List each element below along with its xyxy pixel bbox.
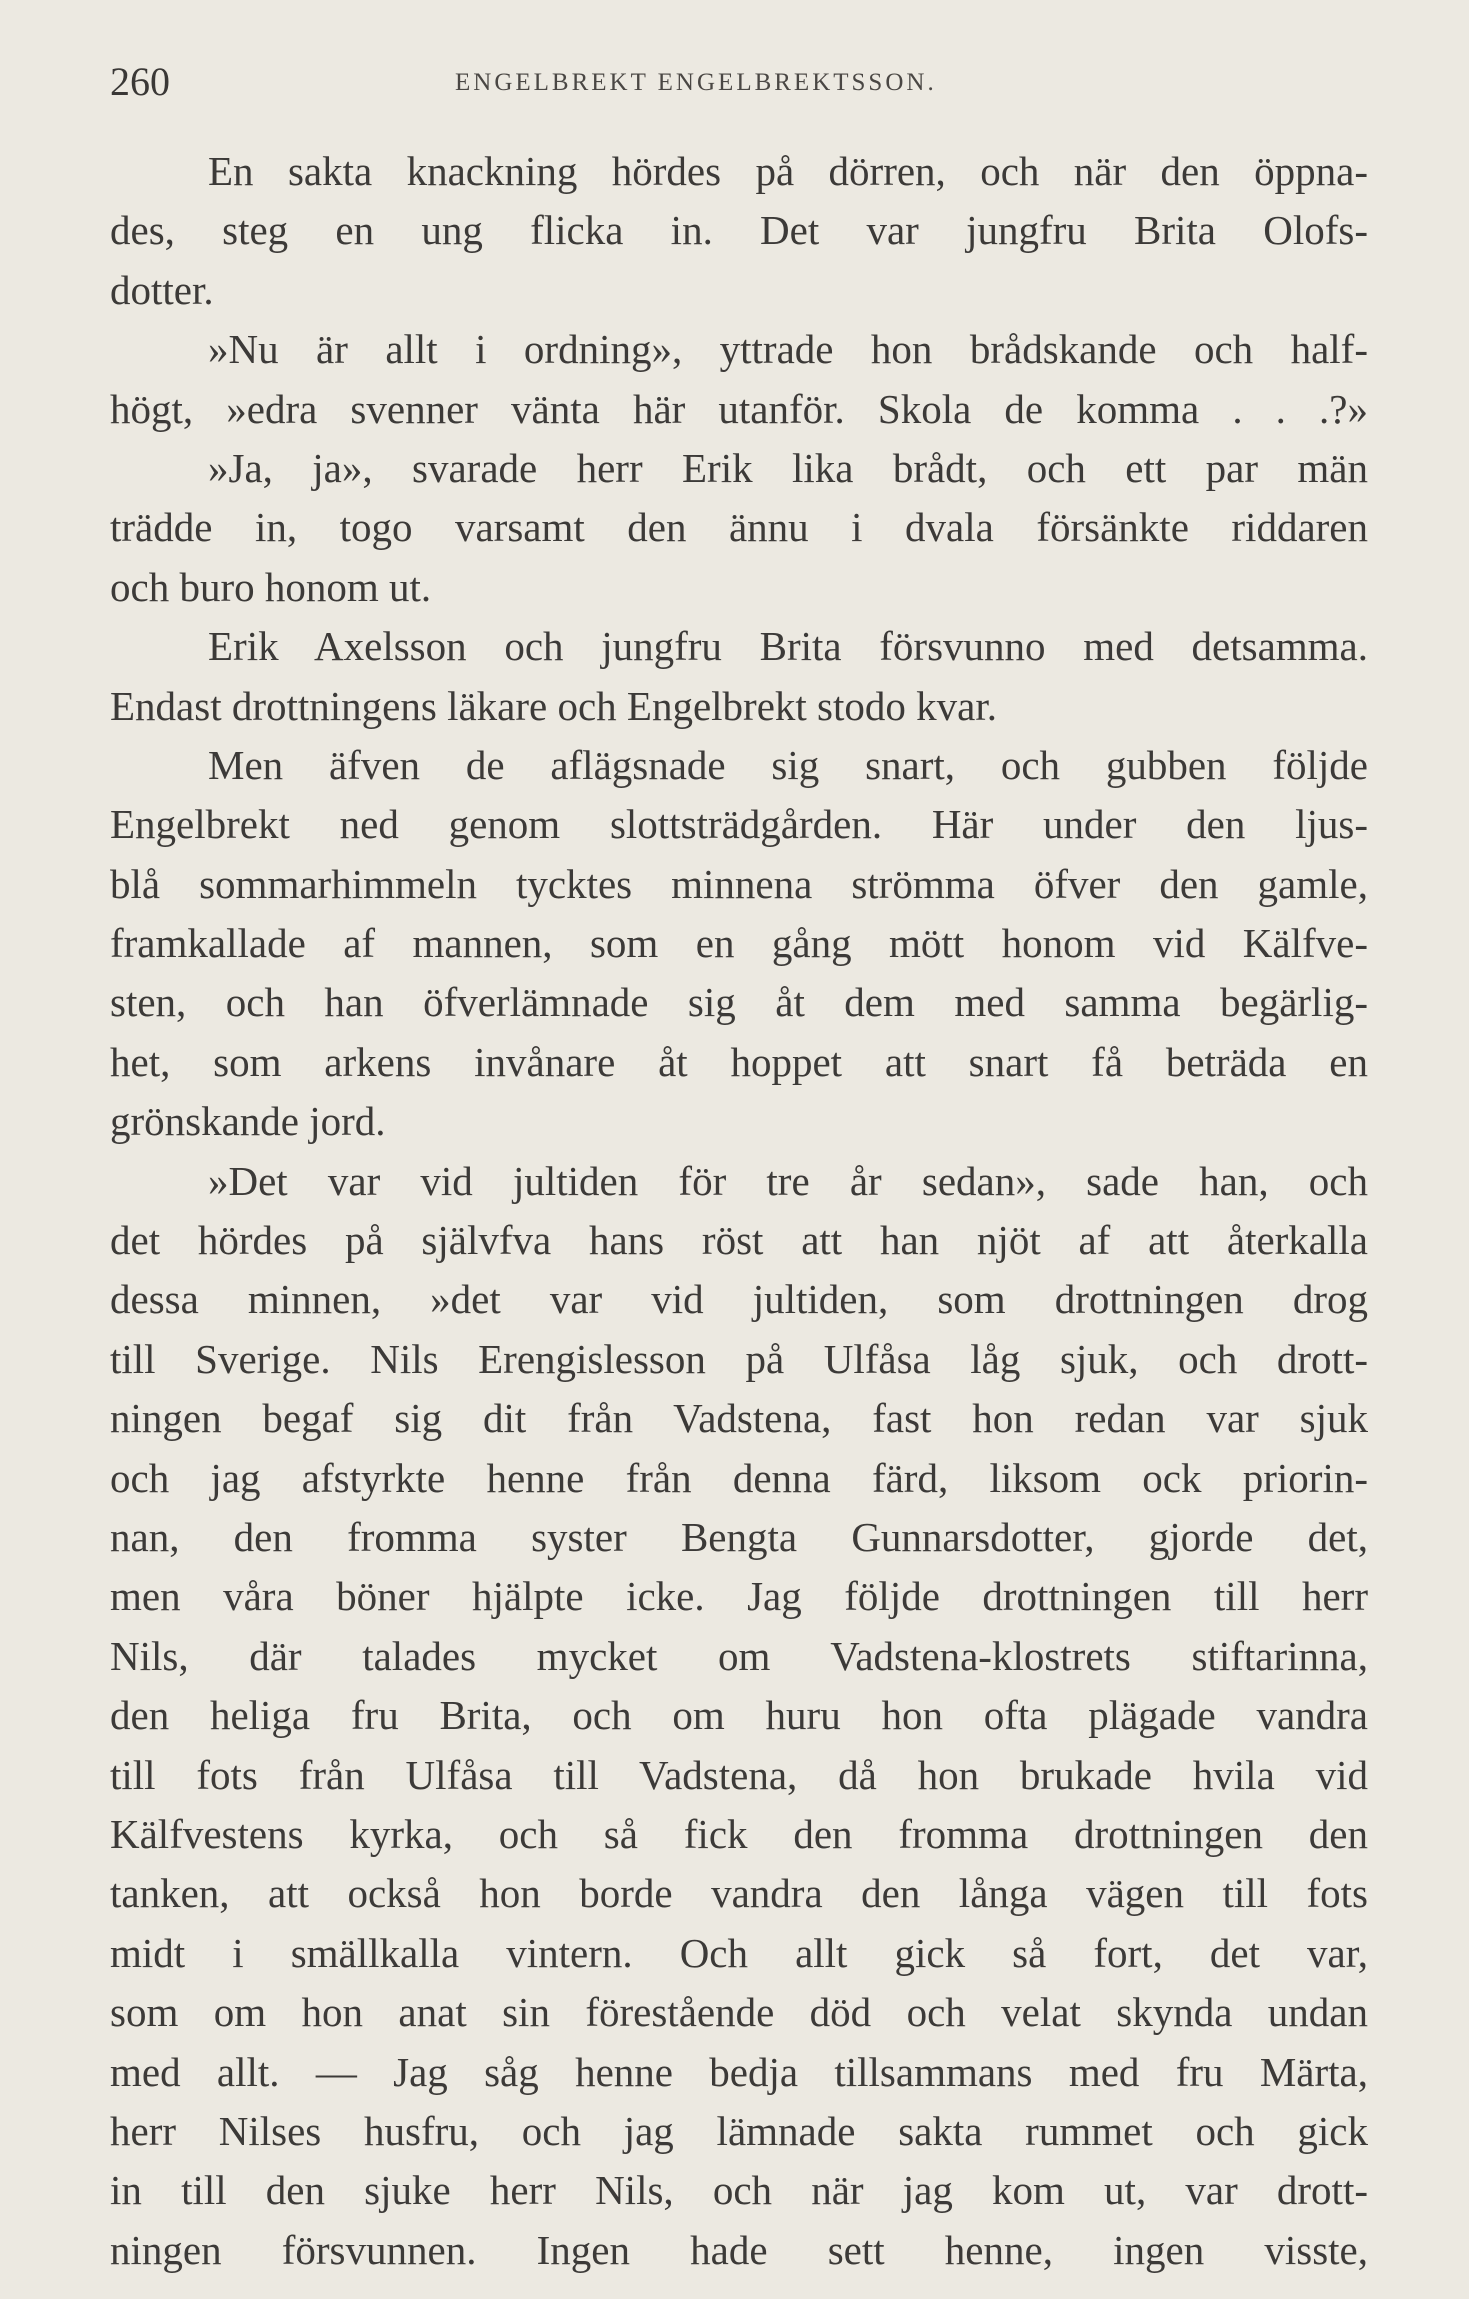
page-number: 260	[110, 59, 170, 104]
text-line: till fots från Ulfåsa till Vadstena, då hon brukade hvila vid	[110, 1751, 1368, 1798]
text-line: Kälfvestens kyrka, och så fick den fromma drottningen den	[110, 1810, 1368, 1857]
text-line: den heliga fru Brita, och om huru hon ofta plägade vandra	[110, 1692, 1368, 1739]
text-line: »Ja, ja», svarade herr Erik lika brådt, och ett par män	[208, 444, 1368, 491]
text-line: »Nu är allt i ordning», yttrade hon brådskande och half-	[208, 326, 1368, 373]
text-line: in till den sjuke herr Nils, och när jag kom ut, var drott-	[110, 2167, 1368, 2214]
text-line: dotter.	[110, 266, 214, 313]
text-line: Endast drottningens läkare och Engelbrekt stodo kvar.	[110, 682, 997, 729]
text-line: het, som arkens invånare åt hoppet att snart få beträda en	[110, 1038, 1368, 1085]
text-line: men våra böner hjälpte icke. Jag följde drottningen till herr	[110, 1573, 1368, 1620]
text-line: herr Nilses husfru, och jag lämnade sakta rummet och gick	[110, 2107, 1368, 2154]
text-line: En sakta knackning hördes på dörren, och när den öppna-	[208, 148, 1368, 194]
body-text	[110, 142, 1368, 2280]
text-line: Men äfven de aflägsnade sig snart, och gubben följde	[208, 741, 1368, 788]
text-line: sten, och han öfverlämnade sig åt dem med samma begärlig-	[110, 979, 1368, 1026]
text-line: högt, »edra svenner vänta här utanför. Skola de komma . . .?»	[110, 385, 1368, 432]
text-line: det hördes på självfva hans röst att han njöt af att återkalla	[110, 1217, 1368, 1264]
text-line: blå sommarhimmeln tycktes minnena strömma öfver den gamle,	[110, 860, 1368, 907]
text-line: framkallade af mannen, som en gång mött honom vid Kälfve-	[110, 920, 1368, 967]
page-header	[110, 58, 1368, 106]
text-line: Nils, där talades mycket om Vadstena-klostrets stiftarinna,	[110, 1632, 1368, 1679]
text-line: ningen försvunnen. Ingen hade sett henne, ingen visste,	[110, 2226, 1368, 2273]
text-line: Erik Axelsson och jungfru Brita försvunno med detsamma.	[208, 623, 1368, 670]
text-line: des, steg en ung flicka in. Det var jungfru Brita Olofs-	[110, 207, 1368, 254]
text-line: grönskande jord.	[110, 1098, 386, 1145]
text-line: dessa minnen, »det var vid jultiden, som drottningen drog	[110, 1276, 1368, 1323]
text-line: »Det var vid jultiden för tre år sedan», sade han, och	[208, 1157, 1368, 1204]
text-line: trädde in, togo varsamt den ännu i dvala försänkte riddaren	[110, 504, 1368, 551]
running-head: ENGELBREKT ENGELBREKTSSON.	[455, 69, 937, 96]
text-line: midt i smällkalla vintern. Och allt gick så fort, det var,	[110, 1929, 1368, 1976]
text-line: till Sverige. Nils Erengislesson på Ulfåsa låg sjuk, och drott-	[110, 1335, 1368, 1382]
text-line: som om hon anat sin förestående död och velat skynda undan	[110, 1989, 1368, 2036]
text-line: och jag afstyrkte henne från denna färd, liksom ock priorin-	[110, 1454, 1368, 1501]
text-line: med allt. — Jag såg henne bedja tillsammans med fru Märta,	[110, 2048, 1368, 2095]
text-line: tanken, att också hon borde vandra den långa vägen till fots	[110, 1870, 1368, 1917]
text-line: och buro honom ut.	[110, 563, 432, 610]
text-line: Engelbrekt ned genom slottsträdgården. Här under den ljus-	[110, 801, 1368, 848]
text-line: nan, den fromma syster Bengta Gunnarsdotter, gjorde det,	[110, 1513, 1368, 1560]
text-line: ningen begaf sig dit från Vadstena, fast hon redan var sjuk	[110, 1395, 1368, 1442]
